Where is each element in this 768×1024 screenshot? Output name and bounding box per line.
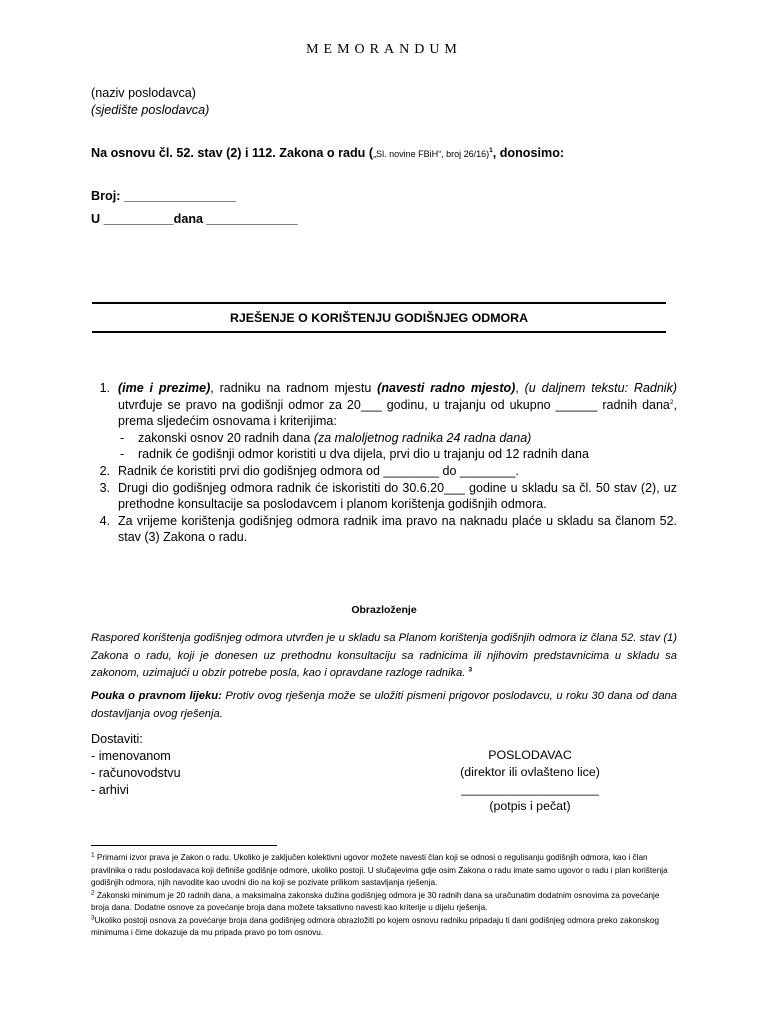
footnote: $^2$ Zakonski minimum je 20 radnih dana, a maksimalna zakonska dužina godišnjeg odmora je 30 radnih dana sa uračunatim dodatnim osnovima za povećanje broja dana. Dodatne osnove za povećanje broja dana možete taksativno navesti kao kriterije u dijelu rješenja. — [91, 888, 660, 912]
pouka-text: Pouka o pravnom lijeku: Protiv ovog rješenja može se uložiti pismeni prigovor poslodavcu, u roku 30 dana od dana dostavljanja ovog rješenja. — [91, 690, 677, 720]
criteria-item: - zakonski osnov 20 radnih dana (za maloljetnog radnika 24 radna dana) — [120, 430, 532, 445]
employer-label: POSLODAVAC — [488, 748, 572, 762]
footnotes — [91, 852, 677, 940]
obrazlozenje-text: Raspored korištenja godišnjeg odmora utvrđen je u skladu sa Planom korištenja godišnjih odmora iz člana 52. stav (1) Zakona o radu, koji je donesen uz prethodnu konsultaciju sa radnicima ili njihovim predstavnicima u skladu sa zakonom, uzimajući u obzir potrebe posla, kao i opravdane razloge radnika. $^3$ — [91, 632, 677, 679]
document-title: MEMORANDUM — [306, 42, 462, 57]
dostaviti-title: Dostaviti: — [91, 732, 143, 746]
signature-block — [430, 747, 630, 815]
list-item: 1. (ime i prezime), radniku na radnom mjestu (navesti radno mjesto), (u daljnem tekstu: Radnik) utvrđuje se pravo na godišnji odmor za 20___ godinu, u trajanju od ukupno ______ radnih dana$^2$, prema sljedećim osnovama i kriterijima: - zakonski osnov 20 radnih dana (za maloljetnog radnika 24 radna dana) - radnik će godišnji odmor koristiti u dva dijela, prvi dio u trajanju od 12 radnih dana — [92, 380, 677, 463]
decision-title: RJEŠENJE O KORIŠTENJU GODIŠNJEG ODMORA — [229, 311, 529, 325]
footnote: $^1$ Primarni izvor prava je Zakon o radu. Ukoliko je zaključen kolektivni ugovor možete navesti član koji se odnosi o regulisanju godišnjih odmora, kao i član pravilnika o radu poslodavaca koji definiše godišnje odmore, ukoliko postoji. U slučajevima gdje osim Zakona o radu imate samo ugovor o radu i plan korištenja godišnjih odmora, njih navodite kao uvodni dio na koji se pozivate prilikom sastavljanja rješenja. — [91, 851, 668, 887]
footnote: $^3$Ukoliko postoji osnova za povećanje broja dana godišnjeg odmora obrazložiti po kojem osnovu radniku pripadaju ti dani godišnjeg odmora preko zakonskog minimuma i čime dokazuje da mu pripada pravo po tom osnovu. — [91, 913, 659, 937]
dostaviti-block — [91, 731, 181, 799]
title-rule-top — [92, 302, 666, 304]
signature-line: ____________________ — [461, 782, 599, 796]
decision-items — [92, 380, 677, 546]
employer-name: (naziv poslodavca) — [91, 86, 196, 100]
signer-role: (direktor ili ovlašteno lice) — [460, 765, 600, 779]
footnote-ref-3: 3 — [468, 666, 473, 674]
dostaviti-item: - arhivi — [91, 783, 129, 797]
criteria-item: - radnik će godišnji odmor koristiti u dva dijela, prvi dio u trajanju od 12 radnih dana — [120, 447, 589, 462]
obrazlozenje-title: Obrazloženje — [351, 604, 417, 616]
title-rule-bottom — [92, 331, 666, 333]
legal-basis: Na osnovu čl. 52. stav (2) i 112. Zakona o radu („Sl. novine FBiH“, broj 26/16)$^1$, donosimo: — [91, 146, 565, 160]
list-item: 2. Radnik će koristiti prvi dio godišnjeg odmora od ________ do ________. — [99, 463, 519, 478]
signature-note: (potpis i pečat) — [489, 799, 571, 813]
footnote-ref-1: 1 — [489, 146, 493, 154]
employer-seat: (sjedište poslodavca) — [91, 103, 210, 117]
list-item: 3. Drugi dio godišnjeg odmora radnik će iskoristiti do 30.6.20___ godine u skladu sa čl. 50 stav (2), uz prethodne konsultacije sa poslodavcem i planom korištenja godišnjih odmora. — [99, 480, 677, 512]
list-item: 4. Za vrijeme korištenja godišnjeg odmora radnik ima pravo na naknadu plaće u skladu sa članom 52. stav (3) Zakona o radu. — [99, 513, 677, 545]
gazette-ref: „Sl. novine FBiH“, broj 26/16) — [373, 149, 490, 159]
broj-field: Broj: ________________ — [91, 189, 236, 203]
dostaviti-item: - imenovanom — [91, 749, 171, 763]
dostaviti-item: - računovodstvu — [91, 766, 181, 780]
footnote-separator — [91, 845, 277, 846]
footnote-ref-2: 2 — [669, 398, 674, 406]
u-dana-field: U __________dana _____________ — [91, 212, 298, 226]
